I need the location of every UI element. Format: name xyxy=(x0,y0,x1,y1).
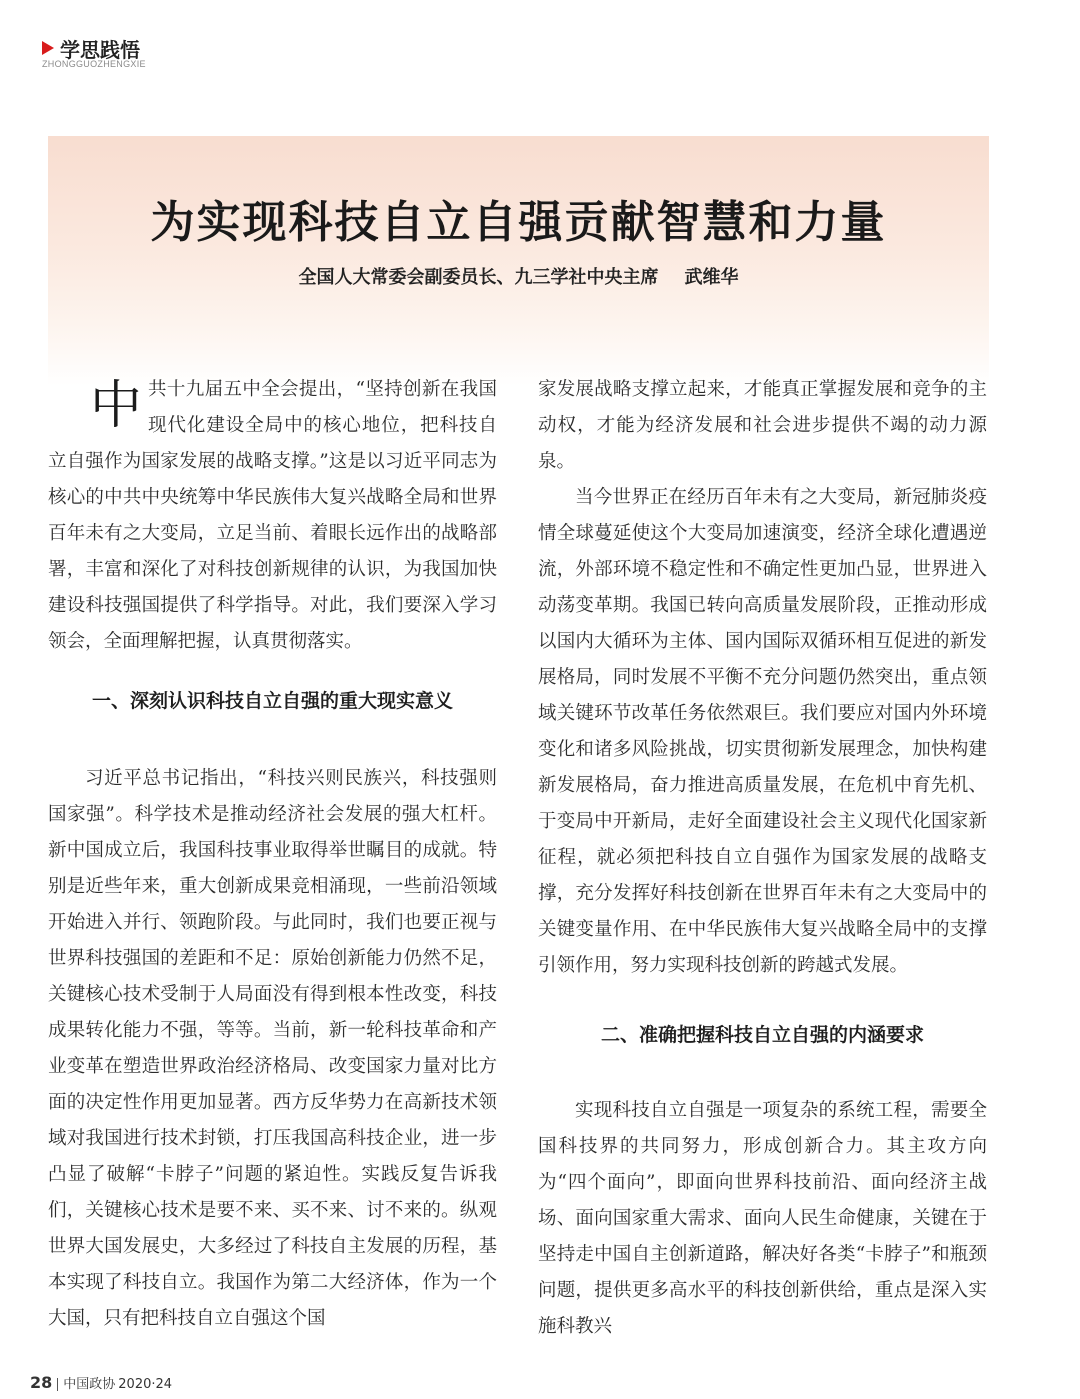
page-footer xyxy=(30,1373,172,1395)
article-title: 为实现科技自立自强贡献智慧和力量 xyxy=(150,197,887,248)
page-number: 28 xyxy=(30,1373,53,1392)
play-triangle-icon xyxy=(42,41,54,55)
issue-number: 2020·24 xyxy=(118,1377,173,1392)
drop-cap: 中 xyxy=(90,376,143,436)
intro-paragraph xyxy=(48,372,497,660)
section-label xyxy=(42,36,140,60)
byline xyxy=(48,263,989,289)
section-heading-1: 一、深刻认识科技自立自强的重大现实意义 xyxy=(91,690,453,712)
footer-divider xyxy=(57,1378,58,1391)
paragraph-2: 当今世界正在经历百年未有之大变局，新冠肺炎疫情全球蔓延使这个大变局加速演变，经济全球化遭遇逆流，外部环境不稳定性和不确定性更加凸显，世界进入动荡变革期。我国已转向高质量发展阶段，正推动形成以国内大循环为主体、国内国际双循环相互促进的新发展格局，同时发展不平衡不充分问题仍然突出，重点领域关键环节改革任务依然艰巨。我们要应对国内外环境变化和诸多风险挑战，切实贯彻新发展理念，加快构建新发展格局，奋力推进高质量发展，在危机中育先机、于变局中开新局，走好全面建设社会主义现代化国家新征程，就必须把科技自立自强作为国家发展的战略支撑，充分发挥好科技创新在世界百年未有之大变局中的关键变量作用、在中华民族伟大复兴战略全局中的支撑引领作用，努力实现科技创新的跨越式发展。 xyxy=(538,487,987,976)
section-title: 学思践悟 xyxy=(60,37,140,62)
paragraph-3: 实现科技自立自强是一项复杂的系统工程，需要全国科技界的共同努力，形成创新合力。其主攻方向为“四个面向”，即面向世界科技前沿、面向经济主战场、面向国家重大需求、面向人民生命健康，关键在于坚持走中国自主创新道路，解决好各类“卡脖子”和瓶颈问题，提供更多高水平的科技创新供给，重点是深入实施科教兴 xyxy=(538,1100,987,1337)
right-column xyxy=(538,372,987,1345)
intro-text: 共十九届五中全会提出，“坚持创新在我国现代化建设全局中的核心地位，把科技自立自强作为国家发展的战略支撑。”这是以习近平同志为核心的中共中央统筹中华民族伟大复兴战略全局和世界百年未有之大变局，立足当前、着眼长远作出的战略部署，丰富和深化了对科技创新规律的认识，为我国加快建设科技强国提供了科学指导。对此，我们要深入学习领会，全面理解把握，认真贯彻落实。 xyxy=(48,379,497,652)
section-pinyin: ZHONGGUOZHENGXIE xyxy=(42,59,146,69)
title-banner xyxy=(48,136,989,386)
author-title: 全国人大常委会副委员长、九三学社中央主席 xyxy=(298,267,659,288)
left-column xyxy=(48,372,497,1337)
paragraph-1-continued: 家发展战略支撑立起来，才能真正掌握发展和竞争的主动权，才能为经济发展和社会进步提供不竭的动力源泉。 xyxy=(538,379,987,472)
magazine-name: 中国政协 xyxy=(63,1377,116,1392)
section-heading-2: 二、准确把握科技自立自强的内涵要求 xyxy=(600,1024,924,1046)
paragraph-1: 习近平总书记指出，“科技兴则民族兴，科技强则国家强”。科学技术是推动经济社会发展的强大杠杆。新中国成立后，我国科技事业取得举世瞩目的成就。特别是近些年来，重大创新成果竞相涌现，一些前沿领域开始进入并行、领跑阶段。与此同时，我们也要正视与世界科技强国的差距和不足：原始创新能力仍然不足，关键核心技术受制于人局面没有得到根本性改变，科技成果转化能力不强，等等。当前，新一轮科技革命和产业变革在塑造世界政治经济格局、改变国家力量对比方面的决定性作用更加显著。西方反华势力在高新技术领域对我国进行技术封锁，打压我国高科技企业，进一步凸显了破解“卡脖子”问题的紧迫性。实践反复告诉我们，关键核心技术是要不来、买不来、讨不来的。纵观世界大国发展史，大多经过了科技自主发展的历程，基本实现了科技自立。我国作为第二大经济体，作为一个大国，只有把科技自立自强这个国 xyxy=(48,768,497,1329)
author-name: 武维华 xyxy=(684,267,739,288)
